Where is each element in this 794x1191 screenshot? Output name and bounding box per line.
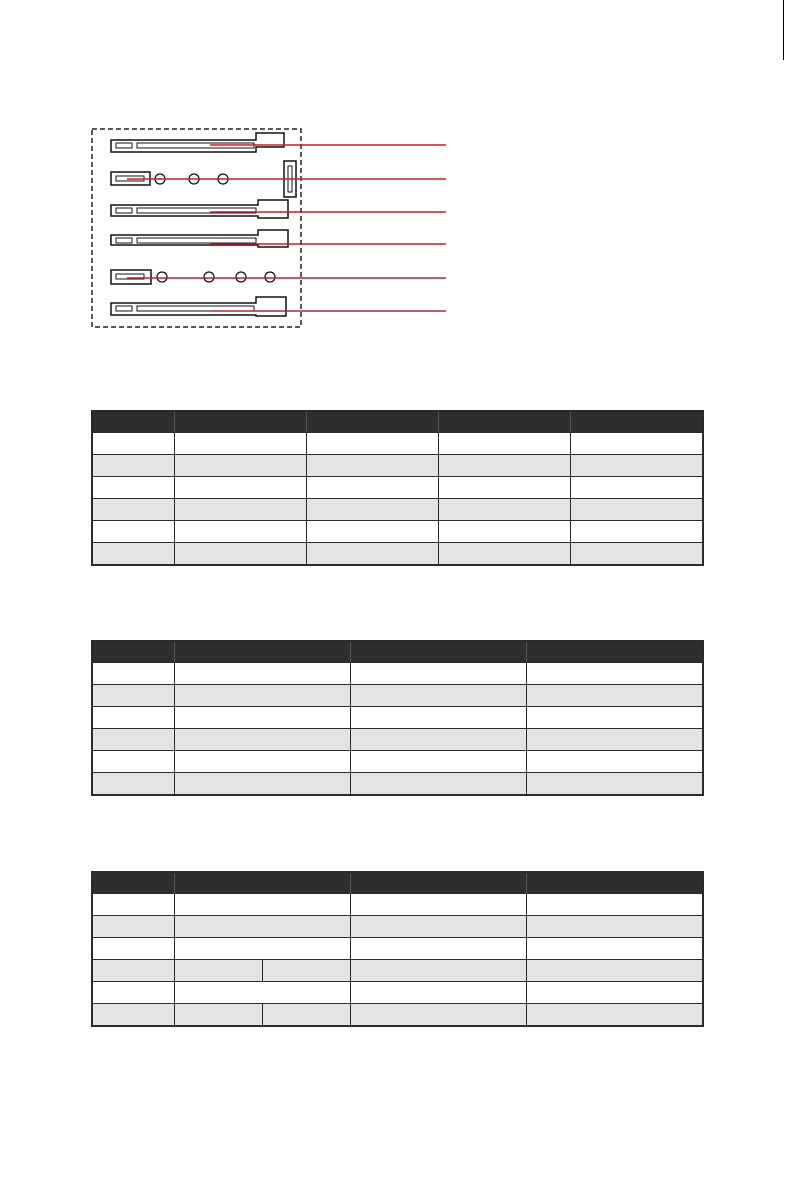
table-cell [570,455,703,477]
slot-table-2 [91,640,704,796]
header-cell [92,641,174,663]
pcie-slot-6 [111,297,286,316]
table-row [92,521,703,543]
table-cell [92,894,174,916]
table-cell [306,521,438,543]
table-cell [438,499,570,521]
slot-table-1 [91,410,704,566]
table-cell [92,773,174,796]
table-cell [526,938,703,960]
table-cell [350,938,526,960]
table-row [92,751,703,773]
table-cell [92,916,174,938]
table-row [92,685,703,707]
pcie-slot-5 [111,270,275,284]
table-row [92,729,703,751]
table-cell [350,663,526,685]
table-cell [262,960,350,982]
table-row [92,894,703,916]
table-cell [174,960,262,982]
table-cell [526,751,703,773]
table-cell [92,1004,174,1027]
table-cell [92,707,174,729]
table-row [92,1004,703,1027]
table-cell [350,729,526,751]
table-cell [526,1004,703,1027]
table-cell [92,938,174,960]
table-cell [526,982,703,1004]
table-cell [438,433,570,455]
table-cell [350,894,526,916]
table-cell [570,521,703,543]
table-cell [92,751,174,773]
header-cell [92,411,174,433]
table-cell [174,894,350,916]
table-row [92,543,703,566]
table-header-row [92,411,703,433]
table-cell [570,477,703,499]
pcie-slot-1 [111,133,284,152]
table-row [92,982,703,1004]
table-cell [174,751,350,773]
table-cell [526,916,703,938]
table-cell [262,1004,350,1027]
header-cell [350,872,526,894]
pcie-slot-3 [111,200,288,218]
table-cell [174,477,306,499]
table-cell [350,960,526,982]
table-cell [92,663,174,685]
table-cell [306,499,438,521]
table-cell [174,707,350,729]
table-header-row [92,641,703,663]
slot-table-3 [91,871,704,1027]
table-cell [174,499,306,521]
table-cell [570,543,703,566]
table-cell [92,685,174,707]
table-cell [438,521,570,543]
table-cell [350,751,526,773]
table-cell [526,729,703,751]
table-row [92,707,703,729]
table-cell [438,477,570,499]
table-cell [174,773,350,796]
table-cell [92,543,174,566]
table-cell [174,1004,262,1027]
expansion-slot-diagram [0,0,794,340]
table-cell [174,729,350,751]
table-cell [174,685,350,707]
table-cell [350,916,526,938]
table-cell [438,455,570,477]
table-cell [92,982,174,1004]
table-row [92,916,703,938]
table-row [92,773,703,796]
table-cell [92,477,174,499]
header-cell [174,411,306,433]
header-cell [526,641,703,663]
table-cell [92,960,174,982]
table-cell [350,1004,526,1027]
table-row [92,938,703,960]
table-cell [570,433,703,455]
table-cell [92,433,174,455]
table-cell [92,729,174,751]
table-cell [526,707,703,729]
header-cell [350,641,526,663]
table-cell [174,916,350,938]
table-row [92,455,703,477]
table-cell [526,894,703,916]
table-cell [526,685,703,707]
header-cell [526,872,703,894]
table-cell [174,543,306,566]
table-cell [174,982,350,1004]
table-row [92,433,703,455]
table-cell [306,455,438,477]
header-cell [174,872,350,894]
table-cell [526,960,703,982]
table-cell [174,455,306,477]
table-cell [174,663,350,685]
table-row [92,499,703,521]
table-header-row [92,872,703,894]
table-cell [438,543,570,566]
header-cell [174,641,350,663]
table-cell [306,433,438,455]
table-cell [92,521,174,543]
table-cell [350,685,526,707]
table-row [92,477,703,499]
table-cell [526,773,703,796]
table-cell [306,477,438,499]
table-cell [350,982,526,1004]
table-cell [174,433,306,455]
table-row [92,663,703,685]
table-cell [92,455,174,477]
table-cell [526,663,703,685]
header-cell [570,411,703,433]
table-cell [350,773,526,796]
table-cell [174,521,306,543]
header-cell [438,411,570,433]
table-row [92,960,703,982]
table-cell [92,499,174,521]
table-cell [306,543,438,566]
header-cell [306,411,438,433]
header-cell [92,872,174,894]
table-cell [350,707,526,729]
table-cell [174,938,350,960]
table-cell [570,499,703,521]
